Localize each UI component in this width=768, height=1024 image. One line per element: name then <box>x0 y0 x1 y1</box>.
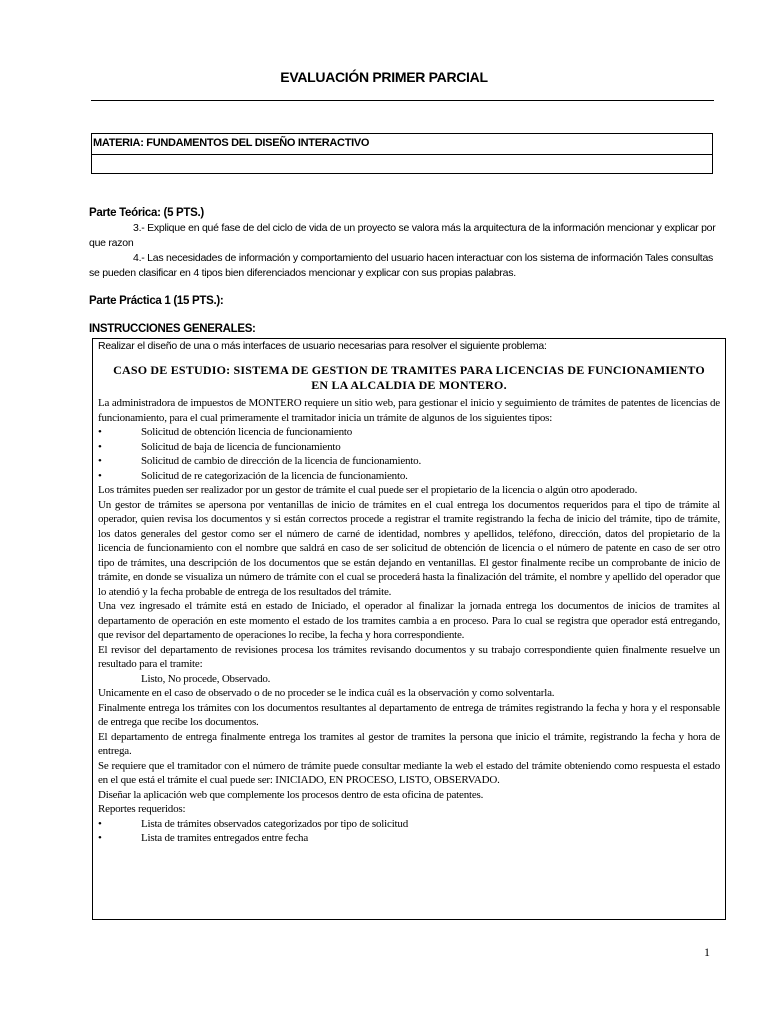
materia-table <box>91 133 713 174</box>
list-item: • Solicitud de cambio de dirección de la licencia de funcionamiento. <box>98 454 720 469</box>
case-result-options: Listo, No procede, Observado. <box>141 672 271 685</box>
tipos-list <box>98 425 720 483</box>
case-paragraph: Se requiere que el tramitador con el número de trámite puede consultar mediante la web el estado del trámite obteniendo como respuesta el estado en el que está el trámite el cual puede ser: INICIADO, EN PROCESO, LISTO, OBSERVADO. <box>98 759 720 786</box>
case-paragraph: Reportes requeridos: <box>98 803 186 815</box>
case-paragraph: El departamento de entrega finalmente entrega los tramites al gestor de tramites la persona que inicio el trámite, registrando la fecha y hora de entrega. <box>98 730 720 757</box>
list-item: • Lista de trámites observados categorizados por tipo de solicitud <box>98 817 720 832</box>
instrucciones-heading: INSTRUCCIONES GENERALES: <box>89 323 256 335</box>
page-title: EVALUACIÓN PRIMER PARCIAL <box>280 69 488 85</box>
case-study-box <box>92 338 726 920</box>
list-item: • Solicitud de baja de licencia de funcionamiento <box>98 440 720 455</box>
case-paragraph: Los trámites pueden ser realizador por un gestor de trámite el cual puede ser el propietario de la licencia o algún otro apoderado. <box>98 484 638 496</box>
reportes-list <box>98 817 720 846</box>
teorica-heading: Parte Teórica: (5 PTS.) <box>89 207 204 219</box>
page-number: 1 <box>704 945 710 959</box>
practica-heading: Parte Práctica 1 (15 PTS.): <box>89 295 224 307</box>
materia-label: MATERIA: FUNDAMENTOS DEL DISEÑO INTERACTIVO <box>92 134 712 155</box>
teorica-questions <box>89 221 719 281</box>
list-item: • Lista de tramites entregados entre fecha <box>98 831 720 846</box>
list-item: • Solicitud de obtención licencia de funcionamiento <box>98 425 720 440</box>
list-item: • Solicitud de re categorización de la licencia de funcionamiento. <box>98 469 720 484</box>
title-divider <box>91 100 714 101</box>
case-paragraph: El revisor del departamento de revisiones procesa los trámites revisando documentos y su trabajo correspondiente quien finalmente resuelve un resultado para el tramite: <box>98 643 720 670</box>
case-paragraph: Un gestor de trámites se apersona por ventanillas de inicio de trámites en el cual entrega los documentos requeridos para el tipo de trámite al operador, quien revisa los documentos y si están correctos procede a registrar el tramite registrando la fecha de inicio del trámite, tipo de trámite, los datos generales del gestor como ser el número de carné de identidad, nombres y apellidos, teléfono, dirección, datos del propietario de la licencia de funcionamiento con el nombre que saldrá en caso de ser solicitud de obtención de licencia o el número de patente en caso de ser otro tipo de trámites, una descripción de los documentos que se están dejando en ventanillas. El gestor finalmente recibe un comprobante de inicio de trámite, en donde se visualiza un número de trámite con el cual se procederá hasta la finalización del trámite, el nombre y apellido del operador que lo atendió y la fecha probable de entrega de los resultados del trámite. <box>98 498 720 598</box>
case-paragraph: Diseñar la aplicación web que complemente los procesos dentro de esta oficina de patentes. <box>98 788 484 801</box>
case-paragraph: Finalmente entrega los trámites con los documentos resultantes al departamento de entrega de trámites registrando la fecha y hora y el responsable de entrega que recibe los documentos. <box>98 701 720 728</box>
question-4: 4.- Las necesidades de información y comportamiento del usuario hacen interactuar con los sistema de información Tales consultas se pueden clasificar en 4 tipos bien diferenciados mencionar y explicar con sus propias palabras. <box>89 252 714 279</box>
case-intro: Realizar el diseño de una o más interfaces de usuario necesarias para resolver el siguiente problema: <box>98 340 547 352</box>
case-body <box>98 396 720 846</box>
case-paragraph: La administradora de impuestos de MONTERO requiere un sitio web, para gestionar el inicio y seguimiento de trámites de patentes de licencias de funcionamiento, para el cual primeramente el tramitador inicia un trámite de algunos de los siguientes tipos: <box>98 397 720 424</box>
case-paragraph: Unicamente en el caso de observado o de no proceder se le indica cuál es la observación y como solventarla. <box>98 687 555 699</box>
question-3: 3.- Explique en qué fase de del ciclo de vida de un proyecto se valora más la arquitectura de la información mencionar y explicar por que razon <box>89 222 716 249</box>
case-paragraph: Una vez ingresado el trámite está en estado de Iniciado, el operador al finalizar la jornada entrega los documentos de inicios de tramites al departamento de operación en este momento el estado de los tramites cambia a en proceso. Para lo cual se registra que operador está entregando, que revisor del departamento de operaciones lo recibe, la fecha y hora correspondiente. <box>98 600 720 641</box>
case-title: CASO DE ESTUDIO: SISTEMA DE GESTION DE TRAMITES PARA LICENCIAS DE FUNCIONAMIENTO EN LA ALCALDIA DE MONTERO. <box>113 363 705 392</box>
